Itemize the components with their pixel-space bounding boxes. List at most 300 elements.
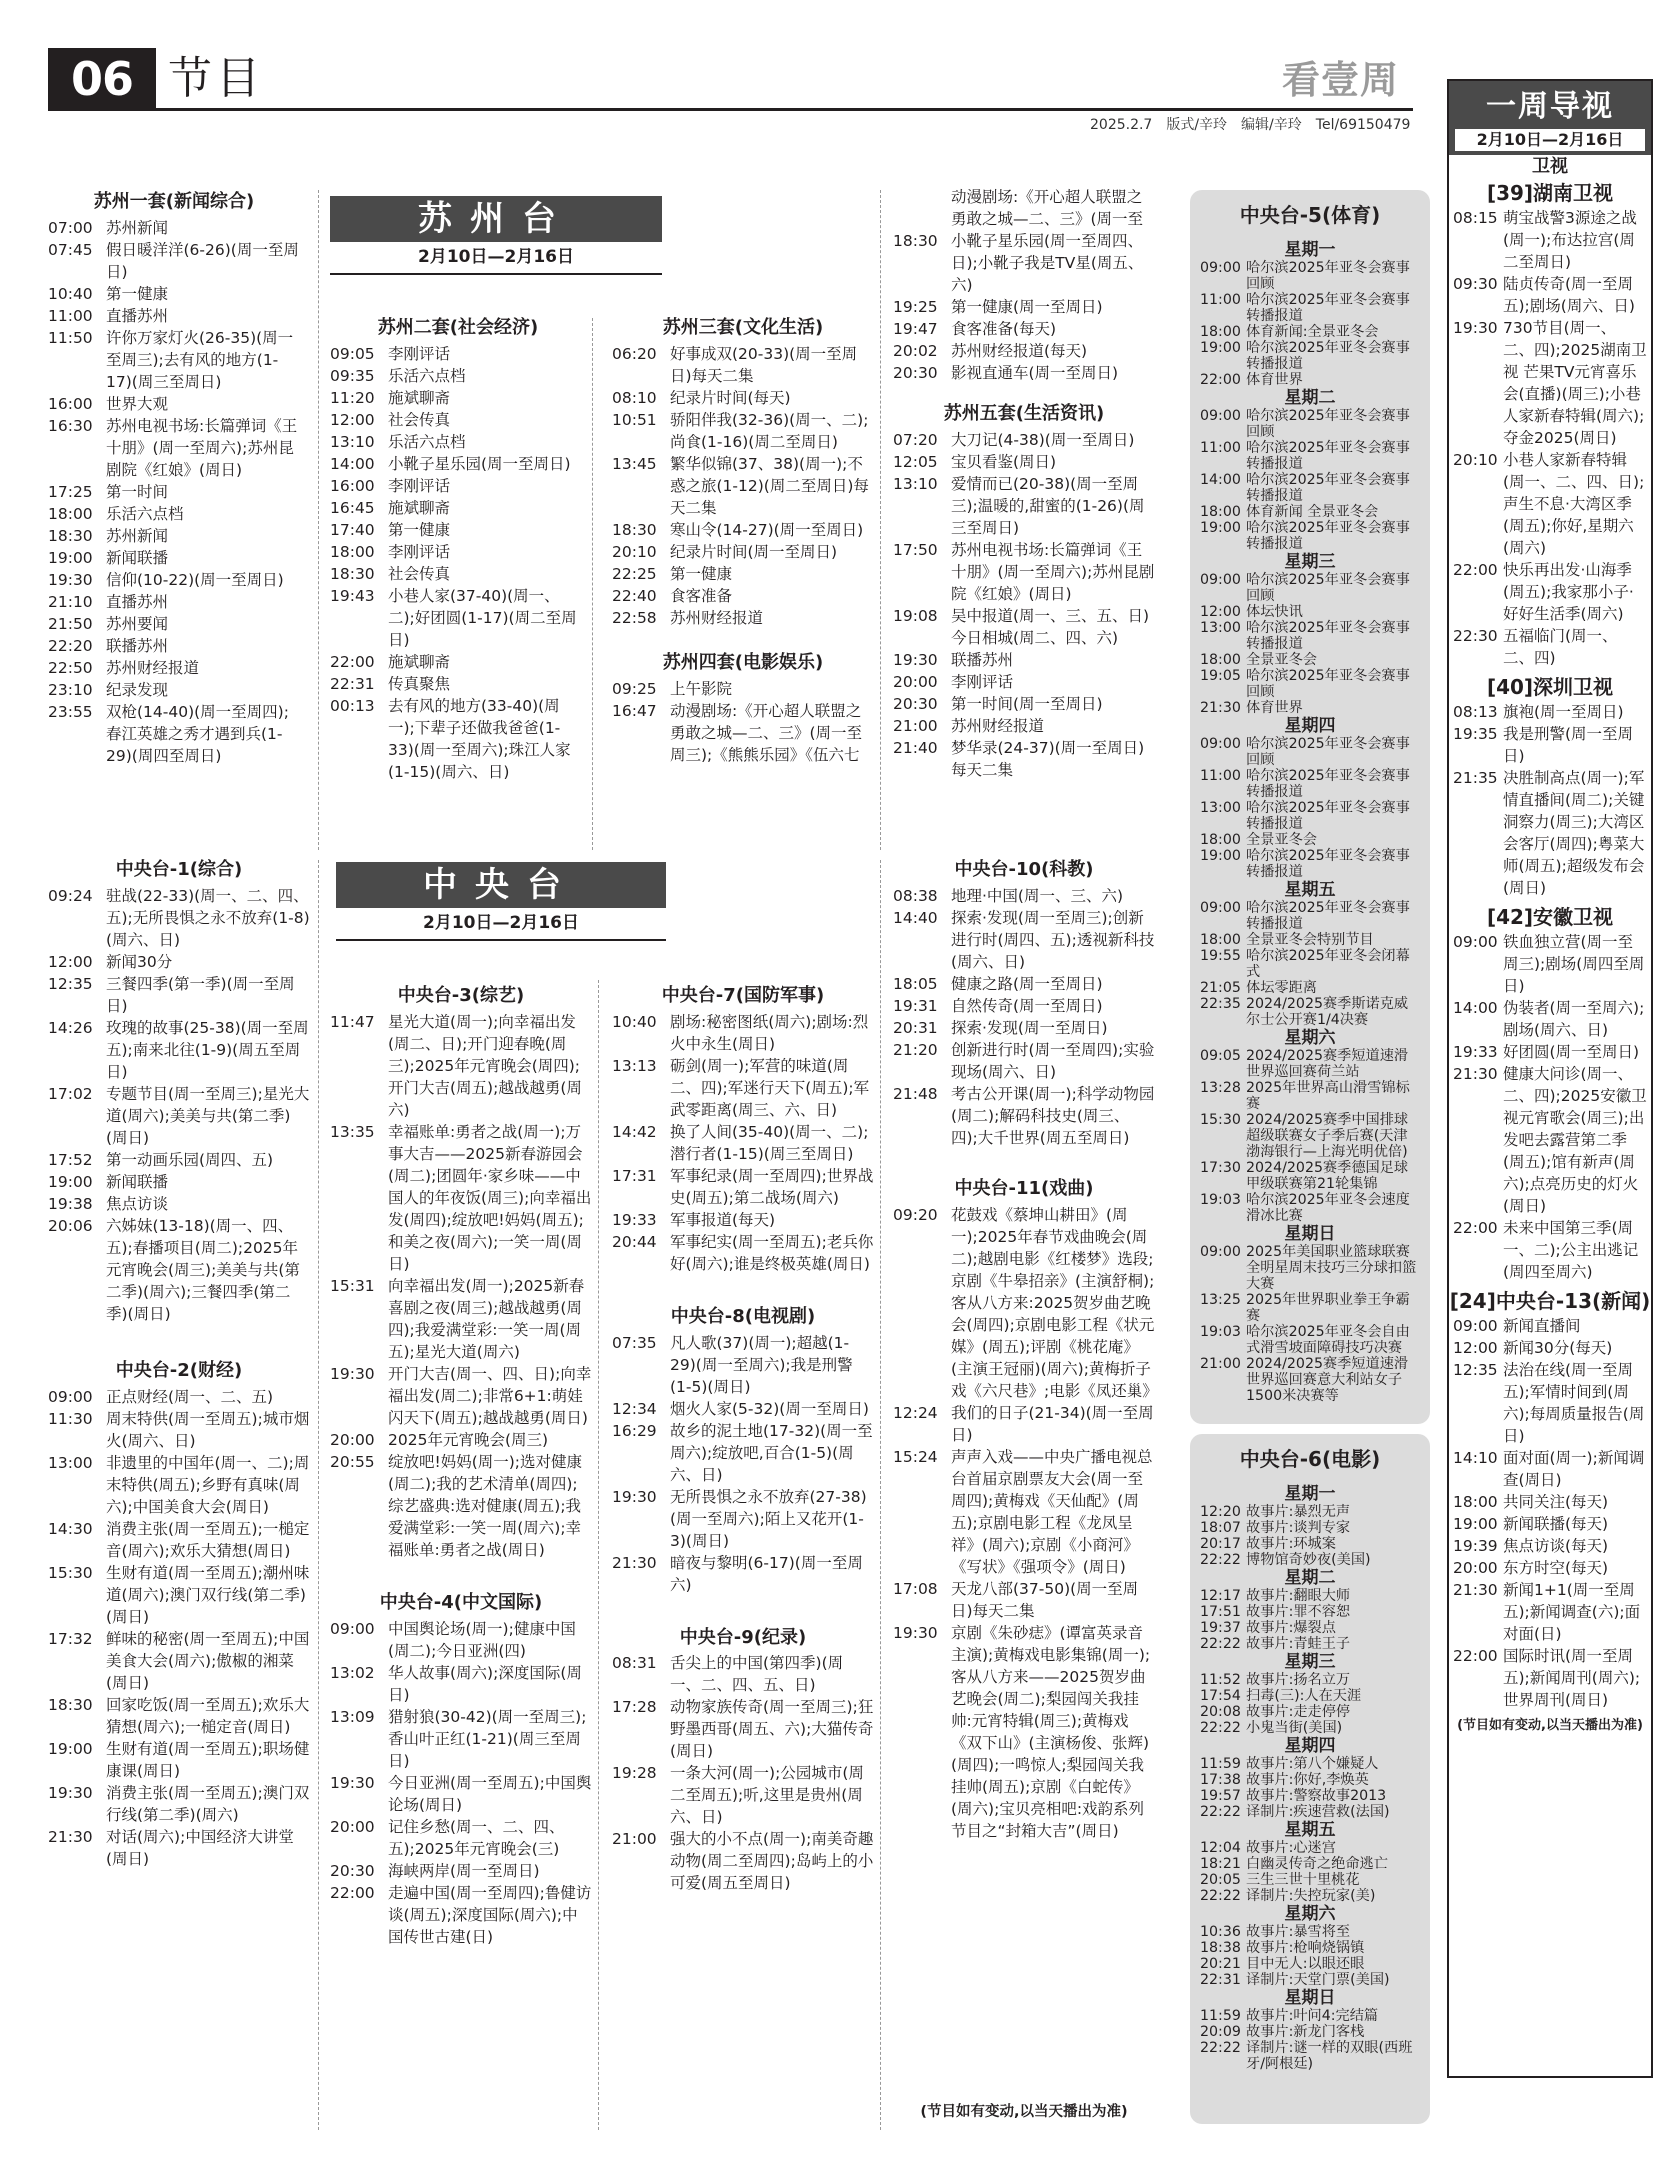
program-time: 13:28: [1200, 1079, 1241, 1096]
sz4-continuation: 动漫剧场:《开心超人联盟之勇敢之城—二、三》(周一至: [951, 188, 1144, 228]
program-time: 19:30: [893, 650, 938, 669]
program-entry: [1200, 1636, 1420, 1652]
program-time: 13:02: [330, 1663, 375, 1682]
program-title: 2025年美国职业篮球联赛全明星周末技巧三分球扣篮大赛: [1246, 1243, 1417, 1292]
program-entry: [1200, 2024, 1420, 2040]
program-title: 故事片:青蛙王子: [1246, 1635, 1351, 1652]
program-time: 08:38: [893, 886, 938, 905]
program-entry: [893, 1017, 1155, 1039]
program-entry: [1200, 832, 1420, 848]
program-entry: [893, 995, 1155, 1017]
program-entry: [330, 1772, 592, 1816]
program-title: 新闻30分: [106, 952, 173, 971]
program-entry: [1200, 900, 1420, 932]
program-entry: [1449, 1315, 1651, 1337]
channel-title: 中央台-10(科教): [954, 859, 1094, 880]
program-entry: [330, 365, 586, 387]
program-entry: [330, 541, 586, 563]
program-title: 快乐再出发·山海季(周五);我家那小子·好好生活季(周六): [1503, 561, 1634, 624]
day-schedule: [1200, 240, 1420, 1404]
channel-title: 中央台-8(电视剧): [670, 1305, 816, 1327]
program-title: 鲜味的秘密(周一至周五);中国美食大会(周六);傲椒的湘菜(周日): [106, 1629, 310, 1692]
c5-box: [1190, 190, 1430, 1424]
channel-title: [39]湖南卫视: [1486, 181, 1614, 206]
program-time: 09:05: [1200, 1047, 1241, 1064]
program-title: 砺剑(周一);军营的味道(周二、四);军迷行天下(周五);军武零距离(周三、六、日): [670, 1056, 870, 1119]
program-time: 20:30: [893, 694, 938, 713]
program-title: 记住乡愁(周一、二、四、五);2025年元宵晚会(三): [388, 1817, 565, 1858]
program-time: 12:20: [1200, 1503, 1241, 1520]
program-time: 12:34: [612, 1399, 657, 1418]
divider: [880, 860, 881, 2130]
program-title: 双枪(14-40)(周一至周四);春江英雄之秀才遇到兵(1-29)(周四至周日): [106, 702, 289, 765]
program-time: 19:43: [330, 586, 375, 605]
program-time: 22:22: [1200, 1551, 1241, 1568]
program-entry: [1449, 1535, 1651, 1557]
program-entry: [1449, 767, 1651, 899]
program-title: 三餐四季(第一季)(周一至周日): [106, 974, 295, 1015]
program-entry: [1449, 1491, 1651, 1513]
day-heading: 星期一: [1284, 1483, 1336, 1504]
program-entry: [330, 453, 586, 475]
program-time: 20:05: [1200, 1871, 1241, 1888]
program-time: 07:35: [612, 1333, 657, 1352]
program-title: 回家吃饭(周一至周五);欢乐大猜想(周六);一槌定音(周日): [106, 1695, 310, 1736]
program-title: 白幽灵传奇之绝命逃亡: [1246, 1855, 1388, 1872]
program-title: 三生三世十里桃花: [1246, 1871, 1360, 1888]
program-title: 军事纪录(周一至周四);世界战史(周五);第二战场(周六): [670, 1166, 874, 1207]
program-entry: [1449, 1447, 1651, 1491]
program-time: 13:10: [893, 474, 938, 493]
channel-title: 苏州二套(社会经济): [377, 317, 539, 338]
program-time: 19:30: [893, 1623, 938, 1642]
program-entry: [893, 1622, 1155, 1842]
program-entry: [612, 1552, 874, 1596]
program-title: 食客准备(每天): [951, 320, 1057, 338]
program-title: 生财有道(周一至周五);潮州味道(周六);澳门双行线(第二季)(周日): [106, 1563, 310, 1626]
program-time: 07:45: [48, 240, 93, 259]
program-entry: [893, 318, 1155, 340]
program-entry: [1200, 1588, 1420, 1604]
program-entry: [1200, 292, 1420, 324]
program-title: 体育新闻 全景亚冬会: [1246, 503, 1379, 520]
program-title: 小巷人家新春特辑(周一、二、四、日);声生不息·大湾区季(周五);你好,星期六(周六): [1503, 451, 1645, 558]
program-entry: [1449, 1557, 1651, 1579]
program-entry: [612, 1121, 874, 1165]
program-title: 苏州财经报道: [670, 608, 764, 627]
program-entry: [893, 1578, 1155, 1622]
program-time: 19:00: [48, 1172, 93, 1191]
program-entry: [330, 1011, 592, 1121]
program-entry: [1200, 1756, 1420, 1772]
program-title: 骄阳伴我(32-36)(周一、二);尚食(1-16)(周二至周日): [670, 410, 869, 451]
program-title: 2024/2025赛季斯诺克威尔士公开赛1/4决赛: [1246, 995, 1409, 1028]
program-title: 故事片:叶问4:完结篇: [1246, 2007, 1379, 2024]
program-entry: [893, 671, 1155, 693]
program-entry: [48, 613, 300, 635]
channel-title: 中央台-1(综合): [115, 859, 243, 880]
program-time: 20:00: [893, 672, 938, 691]
program-entry: [48, 885, 310, 951]
program-list: [1449, 931, 1651, 1283]
program-title: 共同关注(每天): [1503, 1493, 1609, 1512]
program-time: 22:22: [1200, 1635, 1241, 1652]
header-rule: [48, 108, 1413, 111]
program-title: 苏州财经报道: [951, 716, 1045, 735]
program-entry: [1449, 1359, 1651, 1447]
channel-title: [24]中央台-13(新闻): [1449, 1289, 1651, 1314]
program-title: 未来中国第三季(周一、二);公主出逃记(周四至周六): [1503, 1219, 1639, 1282]
program-time: 13:10: [330, 432, 375, 451]
program-title: 体育世界: [1246, 371, 1303, 388]
program-title: 凡人歌(37)(周一);超越(1-29)(周一至周六);我是刑警(1-5)(周日): [670, 1333, 853, 1396]
program-title: 第一时间(周一至周日): [951, 694, 1103, 713]
channel-title: 中央台-7(国防军事): [661, 985, 825, 1006]
program-entry: [48, 1193, 310, 1215]
program-entry: [893, 649, 1155, 671]
program-title: 730节目(周一、二、四);2025湖南卫视 芒果TV元宵喜乐会(直播)(周三);小巷人家新春特辑(周六);夺金2025(周日): [1503, 319, 1647, 448]
program-title: 李刚评话: [951, 672, 1014, 691]
program-time: 09:00: [330, 1619, 375, 1638]
c3-block: [330, 984, 592, 1948]
program-title: 第一健康(周一至周日): [951, 298, 1103, 316]
program-time: 21:20: [893, 1040, 938, 1059]
c7-block: [612, 984, 874, 1894]
program-title: 体坛零距离: [1246, 979, 1317, 996]
program-title: 法治在线(周一至周五);军情时间到(周六);每周质量报告(周日): [1503, 1361, 1645, 1446]
program-entry: [893, 473, 1155, 539]
program-title: 焦点访谈(每天): [1503, 1537, 1609, 1556]
program-title: 绽放吧!妈妈(周一);选对健康(周二);我的艺术清单(周四);综艺盛典:选对健康(周五);我爱满堂彩:一笑一周(周六);幸福账单:勇者之战(周日): [388, 1452, 583, 1559]
program-title: 健康大问诊(周一、二、四);2025安徽卫视元宵歌会(周三);出发吧去露营第二季(周五);馆有新声(周六);点亮历史的灯火(周日): [1503, 1065, 1647, 1216]
program-time: 18:00: [330, 542, 375, 561]
program-time: 17:31: [612, 1166, 657, 1185]
program-time: 21:30: [1453, 1581, 1498, 1600]
program-title: 哈尔滨2025年亚冬会闭幕式: [1246, 947, 1410, 980]
channel-title: 中央台-3(综艺): [397, 985, 525, 1006]
program-title: 好事成双(20-33)(周一至周日)每天二集: [670, 344, 858, 385]
program-time: 20:00: [330, 1817, 375, 1836]
program-entry: [48, 679, 300, 701]
program-entry: [48, 1694, 310, 1738]
program-entry: [1449, 1579, 1651, 1645]
program-time: 21:00: [612, 1830, 657, 1849]
program-time: 14:00: [330, 454, 375, 473]
divider: [592, 318, 593, 850]
program-time: 09:00: [1200, 259, 1241, 276]
program-time: 22:35: [1200, 995, 1241, 1012]
program-entry: [1200, 980, 1420, 996]
program-time: 12:35: [1453, 1361, 1498, 1380]
program-entry: [893, 973, 1155, 995]
program-entry: [1200, 408, 1420, 440]
sz3-block: [612, 316, 874, 762]
program-time: 18:30: [330, 564, 375, 583]
program-entry: [1449, 931, 1651, 997]
program-time: 18:00: [1200, 831, 1241, 848]
program-time: 19:33: [1453, 1043, 1498, 1062]
program-entry: [612, 541, 874, 563]
program-time: 11:59: [1200, 1755, 1241, 1772]
program-time: 19:00: [1453, 1515, 1498, 1534]
program-title: 乐活六点档: [106, 504, 184, 523]
day-heading: 星期二: [1284, 1567, 1336, 1588]
c6-box: [1190, 1434, 1430, 2124]
program-title: 哈尔滨2025年亚冬会赛事转播报道: [1246, 471, 1410, 504]
program-time: 20:00: [1453, 1559, 1498, 1578]
program-title: 体坛快讯: [1246, 603, 1303, 620]
program-entry: [612, 1420, 874, 1486]
program-entry: [48, 1518, 310, 1562]
channel-title: 苏州五套(生活资讯): [943, 403, 1105, 424]
program-time: 22:20: [48, 636, 93, 655]
program-title: 探索·发现(周一至周三);创新进行时(周四、五);透视新科技(周六、日): [951, 908, 1155, 971]
program-time: 20:10: [1453, 451, 1498, 470]
program-time: 19:57: [1200, 1787, 1241, 1804]
program-title: 焦点访谈: [106, 1194, 169, 1213]
program-entry: [48, 569, 300, 591]
program-time: 14:40: [893, 908, 938, 927]
program-title: 小靴子星乐园(周一至周日): [388, 454, 571, 473]
program-time: 12:35: [48, 974, 93, 993]
sz5-block: [893, 186, 1155, 781]
program-title: 六姊妹(13-18)(周一、四、五);春播项目(周二);2025年元宵晚会(周三);美美与共(第二季)(周六);三餐四季(第二季)(周日): [106, 1216, 300, 1323]
program-entry: [1200, 800, 1420, 832]
program-title: 食客准备: [670, 586, 733, 605]
program-title: 第一动画乐园(周四、五): [106, 1150, 274, 1169]
program-entry: [330, 1275, 592, 1363]
program-time: 09:30: [1453, 275, 1498, 294]
program-entry: [893, 296, 1155, 318]
program-entry: [48, 1628, 310, 1694]
program-time: 20:00: [330, 1430, 375, 1449]
program-entry: [1200, 1048, 1420, 1080]
program-time: 13:45: [612, 454, 657, 473]
program-time: 22:58: [612, 608, 657, 627]
program-time: 23:10: [48, 680, 93, 699]
program-entry: [612, 678, 874, 700]
program-entry: [1200, 440, 1420, 472]
program-title: 健康之路(周一至周日): [951, 974, 1103, 993]
program-time: 18:30: [893, 232, 938, 250]
program-entry: [1200, 604, 1420, 620]
program-entry: [1449, 559, 1651, 625]
program-title: 决胜制高点(周一);军情直播间(周二);关键洞察力(周三);大湾区会客厅(周四);粤菜大师(周五);超级发布会(周日): [1503, 769, 1645, 898]
program-title: 故事片:枪响烧锅镇: [1246, 1939, 1365, 1956]
program-entry: [612, 453, 874, 519]
program-title: 全景亚冬会特别节目: [1246, 931, 1374, 948]
program-time: 16:45: [330, 498, 375, 517]
program-title: 社会传真: [388, 564, 451, 583]
program-entry: [1449, 1041, 1651, 1063]
program-title: 哈尔滨2025年亚冬会赛事转播报道: [1246, 291, 1410, 324]
day-heading: 星期五: [1284, 1819, 1336, 1840]
program-time: 13:25: [1200, 1291, 1241, 1308]
program-time: 19:00: [1200, 339, 1241, 356]
program-time: 11:00: [1200, 767, 1241, 784]
program-time: 19:00: [48, 548, 93, 567]
program-time: 09:00: [48, 1387, 93, 1406]
program-title: 全景亚冬会: [1246, 651, 1317, 668]
program-entry: [612, 409, 874, 453]
program-entry: [1200, 1788, 1420, 1804]
program-entry: [1200, 1080, 1420, 1112]
program-title: 新闻联播(每天): [1503, 1515, 1609, 1534]
program-title: 博物馆奇妙夜(美国): [1246, 1551, 1371, 1568]
program-title: 苏州要闻: [106, 614, 169, 633]
channel-title: 苏州三套(文化生活): [662, 317, 824, 338]
program-entry: [1449, 207, 1651, 273]
suzhou-dates: 2月10日—2月16日: [330, 246, 662, 275]
program-time: 14:00: [1453, 999, 1498, 1018]
program-list: [330, 1011, 592, 1561]
program-title: 宝贝看鉴(周日): [951, 452, 1057, 471]
program-time: 19:05: [1200, 667, 1241, 684]
program-entry: [893, 1446, 1155, 1578]
program-time: 19:30: [1453, 319, 1498, 338]
program-entry: [1200, 1620, 1420, 1636]
program-title: 2024/2025赛季德国足球甲级联赛第21轮集锦: [1246, 1159, 1409, 1192]
program-time: 12:24: [893, 1403, 938, 1422]
program-time: 18:30: [612, 520, 657, 539]
program-entry: [893, 451, 1155, 473]
program-title: 海峡两岸(周一至周日): [388, 1861, 540, 1880]
program-entry: [893, 715, 1155, 737]
program-title: 暗夜与黎明(6-17)(周一至周六): [670, 1553, 863, 1594]
program-title: 第一健康: [106, 284, 169, 303]
program-title: 今日亚洲(周一至周五);中国舆论场(周日): [388, 1773, 592, 1814]
program-time: 19:28: [612, 1764, 657, 1783]
program-entry: [48, 1017, 310, 1083]
program-title: 哈尔滨2025年亚冬会速度滑冰比赛: [1246, 1191, 1410, 1224]
program-time: 20:10: [612, 542, 657, 561]
program-time: 12:04: [1200, 1839, 1241, 1856]
program-title: 伪装者(周一至周六);剧场(周六、日): [1503, 999, 1645, 1040]
program-entry: [48, 1826, 310, 1870]
program-entry: [893, 605, 1155, 649]
program-time: 12:00: [330, 410, 375, 429]
program-time: 09:00: [1200, 571, 1241, 588]
program-title: 舌尖上的中国(第四季)(周一、二、四、五、日): [670, 1654, 844, 1695]
program-title: 故事片:走走停停: [1246, 1703, 1351, 1720]
program-time: 20:17: [1200, 1535, 1241, 1552]
program-entry: [1449, 723, 1651, 767]
program-entry: [48, 951, 310, 973]
program-time: 22:00: [1453, 1219, 1498, 1238]
program-list: [893, 230, 1155, 384]
program-entry: [612, 1055, 874, 1121]
sz2-block: [330, 316, 586, 783]
program-entry: [1449, 625, 1651, 669]
program-entry: [893, 693, 1155, 715]
program-title: 联播苏州: [951, 650, 1014, 669]
program-entry: [1200, 1552, 1420, 1568]
program-title: 故事片:暴雪将至: [1246, 1923, 1351, 1940]
divider: [318, 190, 319, 850]
program-title: 影视直通车(周一至周日): [951, 364, 1119, 382]
program-time: 11:52: [1200, 1671, 1241, 1688]
program-entry: [330, 673, 586, 695]
program-time: 20:30: [330, 1861, 375, 1880]
program-entry: [1200, 1972, 1420, 1988]
program-title: 纪录片时间(每天): [670, 388, 791, 407]
program-time: 09:00: [1200, 407, 1241, 424]
program-title: 京剧《朱砂痣》(谭富英录音主演);黄梅戏电影集锦(周一);客从八方来——2025贺岁曲艺晚会(周二);梨园闯关我挂帅:元宵特辑(周三);黄梅戏《双下山》(主演杨俊、张辉)(周四);一鸣惊人;梨园闯关我挂帅(周五);京剧《白蛇传》(周六);宝贝亮相吧:戏韵系列节目之“封箱大吉”(周日): [951, 1623, 1151, 1840]
program-time: 18:30: [48, 1695, 93, 1714]
program-entry: [330, 497, 586, 519]
program-entry: [48, 1738, 310, 1782]
program-entry: [48, 657, 300, 679]
program-entry: [612, 1231, 874, 1275]
program-title: 哈尔滨2025年亚冬会赛事转播报道: [1246, 619, 1410, 652]
program-list: [48, 217, 300, 767]
program-time: 08:10: [612, 388, 657, 407]
program-time: 19:47: [893, 320, 938, 338]
program-entry: [330, 1882, 592, 1948]
program-title: 消费主张(周一至周五);一槌定音(周六);欢乐大猜想(周日): [106, 1519, 310, 1560]
program-entry: [1449, 1645, 1651, 1711]
program-entry: [1200, 472, 1420, 504]
program-title: 2025年元宵晚会(周三): [388, 1430, 549, 1449]
program-entry: [48, 393, 300, 415]
program-title: 乐活六点档: [388, 432, 466, 451]
program-entry: [1200, 1112, 1420, 1160]
program-title: 新闻30分(每天): [1503, 1339, 1613, 1358]
program-entry: [1449, 701, 1651, 723]
program-time: 20:44: [612, 1232, 657, 1251]
program-title: 无所畏惧之永不放弃(27-38)(周一至周六);陌上又花开(1-3)(周日): [670, 1487, 867, 1550]
program-entry: [1200, 768, 1420, 800]
program-list: [893, 885, 1155, 1149]
program-entry: [1200, 1356, 1420, 1404]
program-title: 生财有道(周一至周五);职场健康课(周日): [106, 1739, 310, 1780]
program-time: 13:13: [612, 1056, 657, 1075]
program-title: 李刚评话: [388, 476, 451, 495]
program-time: 21:48: [893, 1084, 938, 1103]
program-entry: [1200, 1772, 1420, 1788]
program-entry: [1200, 1856, 1420, 1872]
program-title: 新闻联播: [106, 1172, 169, 1191]
program-title: 哈尔滨2025年亚冬会赛事转播报道: [1246, 767, 1410, 800]
channel-title: [40]深圳卫视: [1486, 675, 1614, 700]
program-title: 寒山令(14-27)(周一至周日): [670, 520, 864, 539]
program-time: 22:00: [1453, 561, 1498, 580]
program-title: 译制片:失控玩家(美): [1246, 1887, 1376, 1904]
program-title: 小巷人家(37-40)(周一、二);好团圆(1-17)(周二至周日): [388, 586, 577, 649]
program-title: 译制片:谜一样的双眼(西班牙/阿根廷): [1246, 2039, 1413, 2072]
program-title: 新闻直播间: [1503, 1317, 1581, 1336]
program-title: 烟火人家(5-32)(周一至周日): [670, 1399, 869, 1418]
program-entry: [612, 607, 874, 629]
channel-title: 苏州四套(电影娱乐): [662, 651, 824, 673]
program-time: 21:30: [1200, 699, 1241, 716]
program-time: 08:15: [1453, 209, 1498, 228]
program-time: 19:39: [1453, 1537, 1498, 1556]
program-time: 16:00: [48, 394, 93, 413]
program-time: 10:51: [612, 410, 657, 429]
program-entry: [1200, 1720, 1420, 1736]
program-entry: [893, 1039, 1155, 1083]
program-time: 19:38: [48, 1194, 93, 1213]
program-time: 22:22: [1200, 1803, 1241, 1820]
section-title: 节目: [168, 53, 264, 104]
program-title: 哈尔滨2025年亚冬会赛事转播报道: [1246, 439, 1410, 472]
program-entry: [1200, 1840, 1420, 1856]
program-title: 假日暖洋洋(6-26)(周一至周日): [106, 240, 299, 281]
program-entry: [48, 701, 300, 767]
program-title: 译制片:天堂门票(美国): [1246, 1971, 1390, 1988]
day-heading: 星期三: [1284, 551, 1336, 572]
